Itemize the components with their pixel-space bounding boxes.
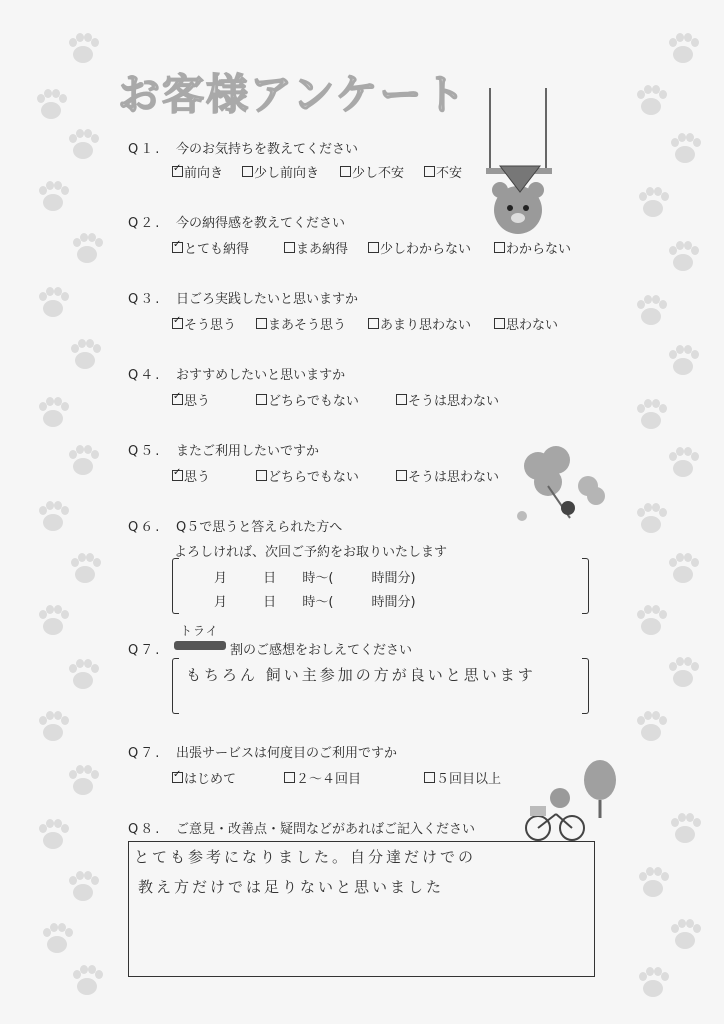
question-number: Q３. bbox=[128, 292, 162, 307]
paw-print-icon bbox=[66, 444, 100, 478]
paw-print-icon bbox=[66, 658, 100, 692]
bracket-right bbox=[582, 658, 589, 714]
paw-print-icon bbox=[40, 922, 74, 956]
question-text: 今の納得感を教えてください bbox=[176, 216, 346, 231]
checkbox-icon[interactable] bbox=[284, 772, 295, 783]
checkbox-icon[interactable] bbox=[396, 394, 407, 405]
question-5 bbox=[128, 440, 319, 459]
question-8 bbox=[128, 818, 475, 837]
question-text: ご意見・改善点・疑問などがあればご記入ください bbox=[176, 822, 476, 837]
paw-print-icon bbox=[36, 710, 70, 744]
option-checkbox[interactable]: ✓はじめて bbox=[172, 768, 236, 787]
question-text: 日ごろ実践したいと思いますか bbox=[176, 292, 359, 307]
question-number: Q６. bbox=[128, 520, 162, 535]
paw-print-icon bbox=[66, 870, 100, 904]
option-checkbox[interactable]: ✓そう思う bbox=[172, 314, 236, 333]
paw-print-icon bbox=[666, 240, 700, 274]
question-text: おすすめしたいと思いますか bbox=[176, 368, 346, 383]
paw-print-icon bbox=[36, 818, 70, 852]
checkbox-checked-icon[interactable] bbox=[172, 772, 183, 783]
option-checkbox[interactable]: あまり思わない bbox=[368, 314, 471, 333]
bracket-left bbox=[172, 558, 179, 614]
paw-print-icon bbox=[668, 918, 702, 952]
paw-print-icon bbox=[66, 128, 100, 162]
paw-print-icon bbox=[36, 286, 70, 320]
checkbox-icon[interactable] bbox=[494, 318, 505, 329]
option-checkbox[interactable]: ２〜４回目 bbox=[284, 768, 361, 787]
question-2 bbox=[128, 212, 345, 231]
paw-print-icon bbox=[36, 180, 70, 214]
bracket-left bbox=[172, 658, 179, 714]
option-checkbox[interactable]: 少し不安 bbox=[340, 162, 404, 181]
checkbox-checked-icon[interactable] bbox=[172, 318, 183, 329]
paw-print-icon bbox=[668, 132, 702, 166]
bracket-right bbox=[582, 558, 589, 614]
question-number: Q２. bbox=[128, 216, 162, 231]
option-checkbox[interactable]: 思わない bbox=[494, 314, 558, 333]
option-checkbox[interactable]: どちらでもない bbox=[256, 466, 359, 485]
option-checkbox[interactable]: わからない bbox=[494, 238, 571, 257]
question-number: Q４. bbox=[128, 368, 162, 383]
option-checkbox[interactable]: ✓思う bbox=[172, 466, 210, 485]
bear-swing-illustration bbox=[482, 80, 562, 250]
checkbox-icon[interactable] bbox=[368, 318, 379, 329]
paw-print-icon bbox=[634, 604, 668, 638]
question-text: 今のお気持ちを教えてください bbox=[176, 142, 359, 157]
checkbox-icon[interactable] bbox=[368, 242, 379, 253]
paw-print-icon bbox=[666, 656, 700, 690]
paw-print-icon bbox=[70, 964, 104, 998]
reservation-note: よろしければ、次回ご予約をお取りいたします bbox=[174, 545, 448, 560]
option-checkbox[interactable]: 不安 bbox=[424, 162, 462, 181]
checkbox-icon[interactable] bbox=[256, 470, 267, 481]
paw-print-icon bbox=[34, 88, 68, 122]
option-checkbox[interactable]: どちらでもない bbox=[256, 390, 359, 409]
reservation-row-2[interactable]: 月 日 時〜( 時間分) bbox=[214, 595, 416, 610]
paw-print-icon bbox=[634, 710, 668, 744]
option-checkbox[interactable]: 少し前向き bbox=[242, 162, 319, 181]
checkbox-icon[interactable] bbox=[256, 394, 267, 405]
question-number: Q８. bbox=[128, 822, 162, 837]
paw-print-icon bbox=[66, 32, 100, 66]
paw-print-icon bbox=[634, 294, 668, 328]
paw-print-icon bbox=[666, 446, 700, 480]
paw-print-icon bbox=[634, 398, 668, 432]
checkbox-icon[interactable] bbox=[242, 166, 253, 177]
paw-print-icon bbox=[666, 552, 700, 586]
paw-print-icon bbox=[634, 502, 668, 536]
paw-print-icon bbox=[36, 396, 70, 430]
question-6 bbox=[128, 516, 342, 535]
paw-print-icon bbox=[668, 812, 702, 846]
paw-print-icon bbox=[636, 866, 670, 900]
question-7a bbox=[128, 639, 412, 658]
option-checkbox[interactable]: まあ納得 bbox=[284, 238, 348, 257]
option-checkbox[interactable]: ✓とても納得 bbox=[172, 238, 249, 257]
question-number: Q７. bbox=[128, 746, 162, 761]
paw-print-icon bbox=[634, 84, 668, 118]
paw-print-icon bbox=[68, 338, 102, 372]
option-checkbox[interactable]: 少しわからない bbox=[368, 238, 471, 257]
question-text: またご利用したいですか bbox=[176, 444, 320, 459]
question-number: Q７. bbox=[128, 643, 162, 658]
checkbox-icon[interactable] bbox=[256, 318, 267, 329]
checkbox-icon[interactable] bbox=[396, 470, 407, 481]
option-checkbox[interactable]: そうは思わない bbox=[396, 466, 499, 485]
option-checkbox[interactable]: まあそう思う bbox=[256, 314, 346, 333]
option-checkbox[interactable]: そうは思わない bbox=[396, 390, 499, 409]
paw-print-icon bbox=[68, 552, 102, 586]
question-7b bbox=[128, 742, 397, 761]
paw-print-icon bbox=[636, 186, 670, 220]
handwritten-comment-line-2: 教え方だけでは足りないと思いました bbox=[138, 878, 445, 896]
option-checkbox[interactable]: ✓思う bbox=[172, 390, 210, 409]
question-4 bbox=[128, 364, 345, 383]
paw-print-icon bbox=[666, 32, 700, 66]
checkbox-icon[interactable] bbox=[494, 242, 505, 253]
question-1 bbox=[128, 138, 358, 157]
paw-print-icon bbox=[66, 764, 100, 798]
paw-print-icon bbox=[636, 966, 670, 1000]
checkbox-checked-icon[interactable] bbox=[172, 470, 183, 481]
paw-print-icon bbox=[36, 500, 70, 534]
checkbox-checked-icon[interactable] bbox=[172, 166, 183, 177]
bear-bicycle-illustration bbox=[520, 758, 620, 844]
clover-illustration bbox=[508, 446, 612, 536]
question-3 bbox=[128, 288, 358, 307]
question-number: Q１. bbox=[128, 142, 162, 157]
paw-print-icon bbox=[666, 344, 700, 378]
checkbox-icon[interactable] bbox=[424, 166, 435, 177]
handwritten-comment-line-1: とても参考になりました。自分達だけでの bbox=[134, 848, 477, 866]
option-checkbox[interactable]: ✓前向き bbox=[172, 162, 223, 181]
question-text: Q５で思うと答えられた方へ bbox=[176, 520, 343, 535]
checkbox-checked-icon[interactable] bbox=[172, 242, 183, 253]
question-text: 割のご感想をおしえてください bbox=[230, 643, 413, 658]
option-checkbox[interactable]: ５回目以上 bbox=[424, 768, 501, 787]
checkbox-icon[interactable] bbox=[284, 242, 295, 253]
paw-print-icon bbox=[36, 604, 70, 638]
question-text: 出張サービスは何度目のご利用ですか bbox=[176, 746, 398, 761]
paw-print-icon bbox=[70, 232, 104, 266]
checkbox-icon[interactable] bbox=[424, 772, 435, 783]
page-title: お客様アンケート bbox=[118, 70, 468, 119]
question-number: Q５. bbox=[128, 444, 162, 459]
checkbox-icon[interactable] bbox=[340, 166, 351, 177]
checkbox-checked-icon[interactable] bbox=[172, 394, 183, 405]
reservation-row-1[interactable]: 月 日 時〜( 時間分) bbox=[214, 571, 416, 586]
handwritten-answer[interactable]: もちろん 飼い主参加の方が良いと思います bbox=[186, 666, 536, 684]
handwritten-label: トライ bbox=[180, 624, 219, 638]
